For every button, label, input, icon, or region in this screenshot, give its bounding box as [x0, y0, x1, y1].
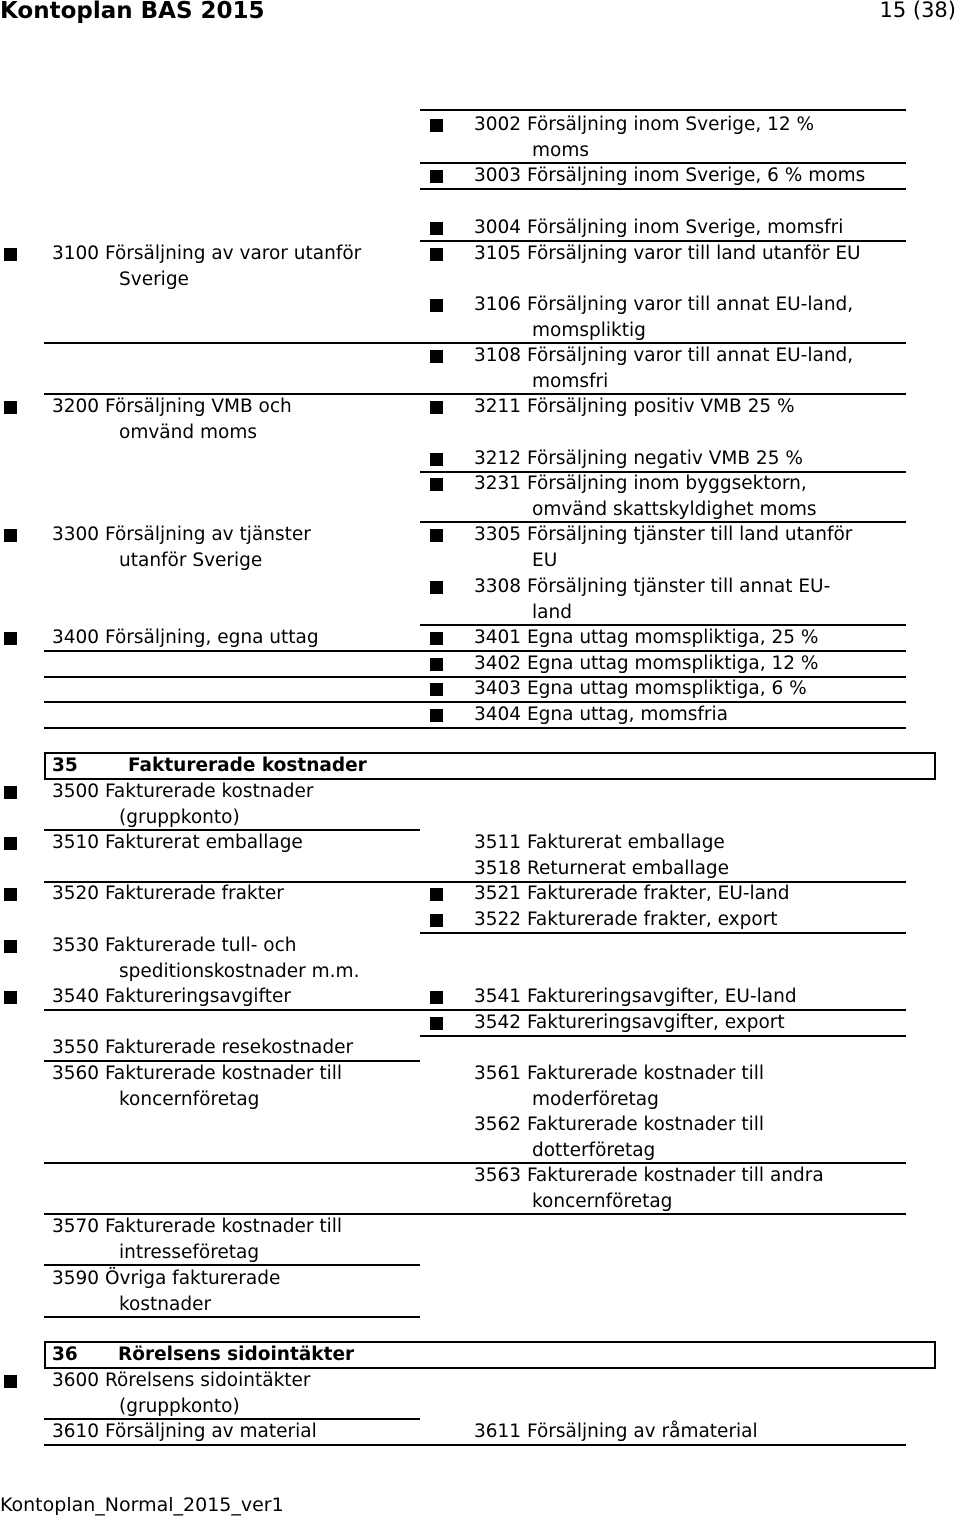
sub-account-label: 3211 Försäljning positiv VMB 25 % — [474, 396, 795, 417]
account-row — [0, 292, 960, 343]
bullet-icon — [430, 581, 443, 594]
section-header-35 — [44, 752, 936, 780]
account-row — [0, 522, 960, 573]
bullet-icon — [4, 786, 17, 799]
bullet-icon — [430, 350, 443, 363]
sub-account-label: 3105 Försäljning varor till land utanför EU — [474, 243, 861, 264]
main-account-label: 3500 Fakturerade kostnader — [52, 781, 314, 802]
bullet-icon — [430, 529, 443, 542]
bullet-icon — [4, 401, 17, 414]
sub-account-label: 3541 Faktureringsavgifter, EU-land — [474, 986, 797, 1007]
account-row — [0, 394, 960, 445]
account-row — [0, 702, 960, 728]
bullet-icon — [4, 888, 17, 901]
bullet-icon — [430, 453, 443, 466]
bullet-icon — [430, 170, 443, 183]
sub-account-label: 3002 Försäljning inom Sverige, 12 % — [474, 114, 815, 135]
main-account-label: 3560 Fakturerade kostnader till — [52, 1063, 343, 1084]
sub-account-label: 3518 Returnerat emballage — [474, 858, 730, 879]
account-row — [0, 574, 960, 625]
bullet-icon — [4, 940, 17, 953]
row-divider — [44, 1444, 906, 1446]
sub-account-label: 3562 Fakturerade kostnader till — [474, 1114, 765, 1135]
section-header-36 — [44, 1341, 936, 1369]
main-account-label-continued: utanför Sverige — [119, 549, 263, 571]
account-row — [0, 1214, 960, 1265]
main-account-label: 3300 Försäljning av tjänster — [52, 524, 311, 545]
sub-account-label: 3106 Försäljning varor till annat EU-land, — [474, 294, 854, 315]
main-account-label: 3510 Fakturerat emballage — [52, 832, 303, 853]
sub-account-label: 3511 Fakturerat emballage — [474, 832, 725, 853]
section-title: Fakturerade kostnader — [128, 755, 367, 776]
sub-account-label: 3308 Försäljning tjänster till annat EU- — [474, 576, 831, 597]
bullet-icon — [430, 632, 443, 645]
sub-account-label: 3231 Försäljning inom byggsektorn, — [474, 473, 807, 494]
account-row — [0, 471, 960, 522]
section-number: 35 — [52, 755, 78, 776]
bullet-icon — [4, 632, 17, 645]
bullet-icon — [430, 222, 443, 235]
bullet-icon — [4, 529, 17, 542]
main-account-label-continued: omvänd moms — [119, 421, 257, 443]
main-account-label: 3550 Fakturerade resekostnader — [52, 1037, 354, 1058]
account-row — [0, 856, 960, 882]
sub-account-label-continued: moms — [532, 139, 589, 161]
account-row — [0, 933, 960, 984]
account-row — [0, 343, 960, 394]
bullet-icon — [430, 709, 443, 722]
bullet-icon — [4, 837, 17, 850]
account-row — [0, 241, 960, 292]
sub-account-label: 3402 Egna uttag momspliktiga, 12 % — [474, 653, 819, 674]
bullet-icon — [430, 1017, 443, 1030]
account-row — [0, 984, 960, 1010]
account-row — [0, 1163, 960, 1214]
account-row — [0, 779, 960, 830]
account-row — [0, 676, 960, 702]
main-account-label-continued: kostnader — [119, 1293, 212, 1315]
main-account-label: 3540 Faktureringsavgifter — [52, 986, 291, 1007]
section-title: Rörelsens sidointäkter — [118, 1344, 355, 1365]
bullet-icon — [430, 248, 443, 261]
main-account-label: 3200 Försäljning VMB och — [52, 396, 292, 417]
main-account-label: 3570 Fakturerade kostnader till — [52, 1216, 343, 1237]
main-account-label: 3400 Försäljning, egna uttag — [52, 627, 319, 648]
main-account-label-continued: (gruppkonto) — [119, 806, 240, 828]
account-row — [0, 215, 960, 241]
bullet-icon — [430, 299, 443, 312]
account-row — [0, 1035, 960, 1061]
sub-account-label: 3561 Fakturerade kostnader till — [474, 1063, 765, 1084]
main-account-label: 3590 Övriga fakturerade — [52, 1268, 281, 1289]
main-account-label-continued: intresseföretag — [119, 1241, 260, 1263]
sub-account-label: 3305 Försäljning tjänster till land utanför — [474, 524, 853, 545]
account-row — [0, 1266, 960, 1317]
bullet-icon — [4, 248, 17, 261]
sub-account-label: 3003 Försäljning inom Sverige, 6 % moms — [474, 165, 866, 186]
page-number: 15 (38) — [879, 0, 956, 22]
account-row — [0, 625, 960, 651]
main-account-label: 3610 Försäljning av material — [52, 1421, 317, 1442]
account-row — [0, 881, 960, 907]
sub-account-label: 3404 Egna uttag, momsfria — [474, 704, 729, 725]
divider — [420, 109, 906, 111]
document-title: Kontoplan BAS 2015 — [0, 0, 265, 24]
sub-account-label: 3542 Faktureringsavgifter, export — [474, 1012, 785, 1033]
bullet-icon — [430, 888, 443, 901]
row-divider — [420, 188, 906, 190]
sub-account-label-continued: moderföretag — [532, 1088, 659, 1110]
main-account-label: 3100 Försäljning av varor utanför — [52, 243, 362, 264]
bullet-icon — [430, 991, 443, 1004]
main-account-label: 3600 Rörelsens sidointäkter — [52, 1370, 311, 1391]
sub-account-label: 3522 Fakturerade frakter, export — [474, 909, 778, 930]
account-row — [0, 651, 960, 677]
account-row — [0, 1368, 960, 1419]
row-divider — [44, 727, 906, 729]
section-number: 36 — [52, 1344, 78, 1365]
main-account-label: 3530 Fakturerade tull- och — [52, 935, 297, 956]
bullet-icon — [4, 1375, 17, 1388]
sub-account-label-continued: land — [532, 601, 572, 623]
bullet-icon — [430, 683, 443, 696]
sub-account-label: 3108 Försäljning varor till annat EU-land, — [474, 345, 854, 366]
account-row — [0, 1419, 960, 1445]
account-row — [0, 1112, 960, 1163]
sub-account-label: 3212 Försäljning negativ VMB 25 % — [474, 448, 803, 469]
main-account-label-continued: (gruppkonto) — [119, 1395, 240, 1417]
account-row — [0, 1061, 960, 1112]
sub-account-label: 3403 Egna uttag momspliktiga, 6 % — [474, 678, 807, 699]
sub-account-label-continued: momspliktig — [532, 319, 646, 341]
main-account-label-continued: Sverige — [119, 268, 189, 290]
sub-account-label: 3004 Försäljning inom Sverige, momsfri — [474, 217, 844, 238]
sub-account-label: 3401 Egna uttag momspliktiga, 25 % — [474, 627, 819, 648]
bullet-icon — [430, 914, 443, 927]
bullet-icon — [430, 478, 443, 491]
account-row — [0, 1010, 960, 1036]
account-row — [0, 907, 960, 933]
account-row — [0, 446, 960, 472]
sub-account-label: 3563 Fakturerade kostnader till andra — [474, 1165, 824, 1186]
bullet-icon — [4, 991, 17, 1004]
main-account-label-continued: speditionskostnader m.m. — [119, 960, 360, 982]
sub-account-label-continued: omvänd skattskyldighet moms — [532, 498, 817, 520]
footer-filename: Kontoplan_Normal_2015_ver1 — [0, 1494, 284, 1516]
sub-account-label-continued: EU — [532, 549, 558, 571]
sub-account-label-continued: koncernföretag — [532, 1190, 673, 1212]
account-row — [0, 830, 960, 856]
sub-account-label: 3521 Fakturerade frakter, EU-land — [474, 883, 790, 904]
sub-account-label-continued: momsfri — [532, 370, 609, 392]
bullet-icon — [430, 658, 443, 671]
main-account-label: 3520 Fakturerade frakter — [52, 883, 284, 904]
bullet-icon — [430, 401, 443, 414]
bullet-icon — [430, 119, 443, 132]
row-divider — [44, 1316, 420, 1318]
sub-account-label-continued: dotterföretag — [532, 1139, 656, 1161]
account-row — [0, 163, 960, 189]
account-row — [0, 112, 960, 163]
sub-account-label: 3611 Försäljning av råmaterial — [474, 1421, 758, 1442]
main-account-label-continued: koncernföretag — [119, 1088, 260, 1110]
